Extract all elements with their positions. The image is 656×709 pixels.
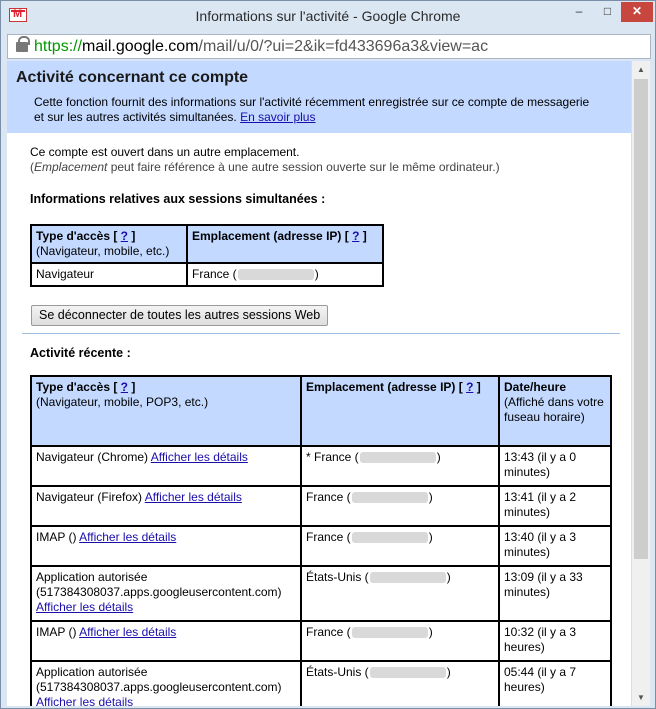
location-close: ) xyxy=(446,570,451,584)
access-type-text: Application autorisée (517384308037.apps.googleusercontent.com) xyxy=(36,665,282,694)
location-text: États-Unis ( xyxy=(306,665,369,679)
datetime-cell: 13:41 (il y a 2 minutes) xyxy=(499,486,611,526)
recent-activity-table xyxy=(30,375,612,706)
table-row xyxy=(31,263,383,286)
access-type-text: IMAP () xyxy=(36,530,80,544)
table-row xyxy=(31,661,611,706)
header-label: Type d'accès [ xyxy=(36,380,121,394)
access-type-cell xyxy=(31,661,301,706)
access-type-cell xyxy=(31,486,301,526)
access-type-text: Navigateur (Chrome) xyxy=(36,450,151,464)
location-close: ) xyxy=(436,450,441,464)
access-type-text: Application autorisée (517384308037.apps.googleusercontent.com) xyxy=(36,570,282,599)
help-link[interactable]: ? xyxy=(120,229,129,243)
maximize-button[interactable]: □ xyxy=(603,4,612,18)
status-line: Ce compte est ouvert dans un autre emplacement. xyxy=(30,145,300,159)
header-subtitle: (Navigateur, mobile, POP3, etc.) xyxy=(36,395,209,409)
help-link[interactable]: ? xyxy=(352,229,360,243)
scrollbar-thumb[interactable] xyxy=(634,79,648,559)
access-type-cell xyxy=(31,621,301,661)
sessions-table xyxy=(30,224,384,287)
location-close: ) xyxy=(428,490,433,504)
location-cell xyxy=(301,526,499,566)
show-details-link[interactable]: Afficher les détails xyxy=(150,450,248,464)
header-bracket: ] xyxy=(359,229,367,243)
status-note xyxy=(30,160,500,175)
address-bar[interactable] xyxy=(7,34,651,59)
table-row xyxy=(31,621,611,661)
location-cell xyxy=(301,661,499,706)
title-bar[interactable] xyxy=(1,1,655,32)
show-details-link[interactable]: Afficher les détails xyxy=(79,625,177,639)
header-banner xyxy=(7,61,631,133)
header-label: Date/heure xyxy=(504,380,567,394)
datetime-cell: 10:32 (il y a 3 heures) xyxy=(499,621,611,661)
learn-more-link[interactable]: En savoir plus xyxy=(240,110,316,124)
location-close: ) xyxy=(428,530,433,544)
page-description xyxy=(34,95,594,125)
close-button[interactable]: ✕ xyxy=(621,2,653,22)
url-path: /mail/u/0/?ui=2&ik=fd433696a3&view=ac xyxy=(198,38,489,55)
access-type-text: Navigateur (Firefox) xyxy=(36,490,145,504)
location-cell xyxy=(301,621,499,661)
column-header-location xyxy=(301,376,499,446)
column-header-type xyxy=(31,376,301,446)
column-header-type xyxy=(31,225,187,263)
table-header-row xyxy=(31,225,383,263)
header-subtitle: (Navigateur, mobile, etc.) xyxy=(36,244,170,258)
sessions-heading: Informations relatives aux sessions simultanées : xyxy=(30,192,326,206)
help-link[interactable]: ? xyxy=(120,380,129,394)
show-details-link[interactable]: Afficher les détails xyxy=(79,530,177,544)
location-cell xyxy=(301,566,499,621)
column-header-location xyxy=(187,225,383,263)
redacted-ip xyxy=(238,269,314,280)
scroll-down-arrow-icon[interactable]: ▼ xyxy=(637,693,645,702)
datetime-cell: 13:09 (il y a 33 minutes) xyxy=(499,566,611,621)
show-details-link[interactable]: Afficher les détails xyxy=(36,600,134,614)
redacted-ip xyxy=(352,627,428,638)
table-row xyxy=(31,566,611,621)
location-cell xyxy=(301,446,499,486)
table-row xyxy=(31,486,611,526)
access-type-cell xyxy=(31,566,301,621)
location-close: ) xyxy=(428,625,433,639)
datetime-cell: 13:43 (il y a 0 minutes) xyxy=(499,446,611,486)
location-text: * France ( xyxy=(306,450,359,464)
header-bracket: ] xyxy=(128,380,136,394)
location-close: ) xyxy=(314,267,319,281)
divider xyxy=(22,333,620,334)
table-row xyxy=(31,526,611,566)
location-text: États-Unis ( xyxy=(306,570,369,584)
location-text: France ( xyxy=(192,267,237,281)
window-title: Informations sur l'activité - Google Chrome xyxy=(195,8,461,24)
redacted-ip xyxy=(360,452,436,463)
vertical-scrollbar[interactable] xyxy=(631,61,650,706)
lock-icon xyxy=(16,42,28,52)
url-scheme: https:// xyxy=(34,38,83,55)
datetime-cell: 05:44 (il y a 7 heures) xyxy=(499,661,611,706)
page-title: Activité concernant ce compte xyxy=(16,69,249,86)
note-rest: peut faire référence à une autre session ouverte sur le même ordinateur.) xyxy=(107,160,500,174)
location-close: ) xyxy=(446,665,451,679)
location-cell xyxy=(301,486,499,526)
header-label: Type d'accès [ xyxy=(36,229,121,243)
location-text: France ( xyxy=(306,625,351,639)
header-subtitle: (Affiché dans votre fuseau horaire) xyxy=(504,395,604,424)
location-text: France ( xyxy=(306,490,351,504)
location-cell xyxy=(187,263,383,286)
header-bracket: ] xyxy=(473,380,481,394)
page-content xyxy=(7,61,631,706)
description-text: Cette fonction fournit des informations sur l'activité récemment enregistrée sur ce compte de messagerie et sur les autres activités simultanées. xyxy=(34,95,590,124)
access-type-cell xyxy=(31,526,301,566)
redacted-ip xyxy=(352,532,428,543)
url-host: mail.google.com xyxy=(82,38,199,55)
access-type-text: IMAP () xyxy=(36,625,80,639)
help-link[interactable]: ? xyxy=(466,380,474,394)
recent-activity-heading: Activité récente : xyxy=(30,346,131,360)
header-bracket: ] xyxy=(128,229,136,243)
redacted-ip xyxy=(370,667,446,678)
header-label: Emplacement (adresse IP) [ xyxy=(306,380,467,394)
table-row xyxy=(31,446,611,486)
sign-out-all-sessions-button[interactable]: Se déconnecter de toutes les autres sessions Web xyxy=(31,305,328,326)
datetime-cell: 13:40 (il y a 3 minutes) xyxy=(499,526,611,566)
table-header-row xyxy=(31,376,611,446)
header-label: Emplacement (adresse IP) [ xyxy=(192,229,353,243)
redacted-ip xyxy=(352,492,428,503)
show-details-link[interactable]: Afficher les détails xyxy=(36,695,134,706)
url-text[interactable] xyxy=(34,38,488,56)
scroll-up-arrow-icon[interactable]: ▲ xyxy=(637,65,645,74)
minimize-button[interactable]: – xyxy=(575,4,583,18)
location-text: France ( xyxy=(306,530,351,544)
column-header-datetime xyxy=(499,376,611,446)
note-emphasis: Emplacement xyxy=(34,160,108,174)
redacted-ip xyxy=(370,572,446,583)
account-status xyxy=(30,145,500,175)
access-type-cell: Navigateur xyxy=(31,263,187,286)
note-paren: ( xyxy=(30,160,34,174)
show-details-link[interactable]: Afficher les détails xyxy=(144,490,242,504)
access-type-cell xyxy=(31,446,301,486)
